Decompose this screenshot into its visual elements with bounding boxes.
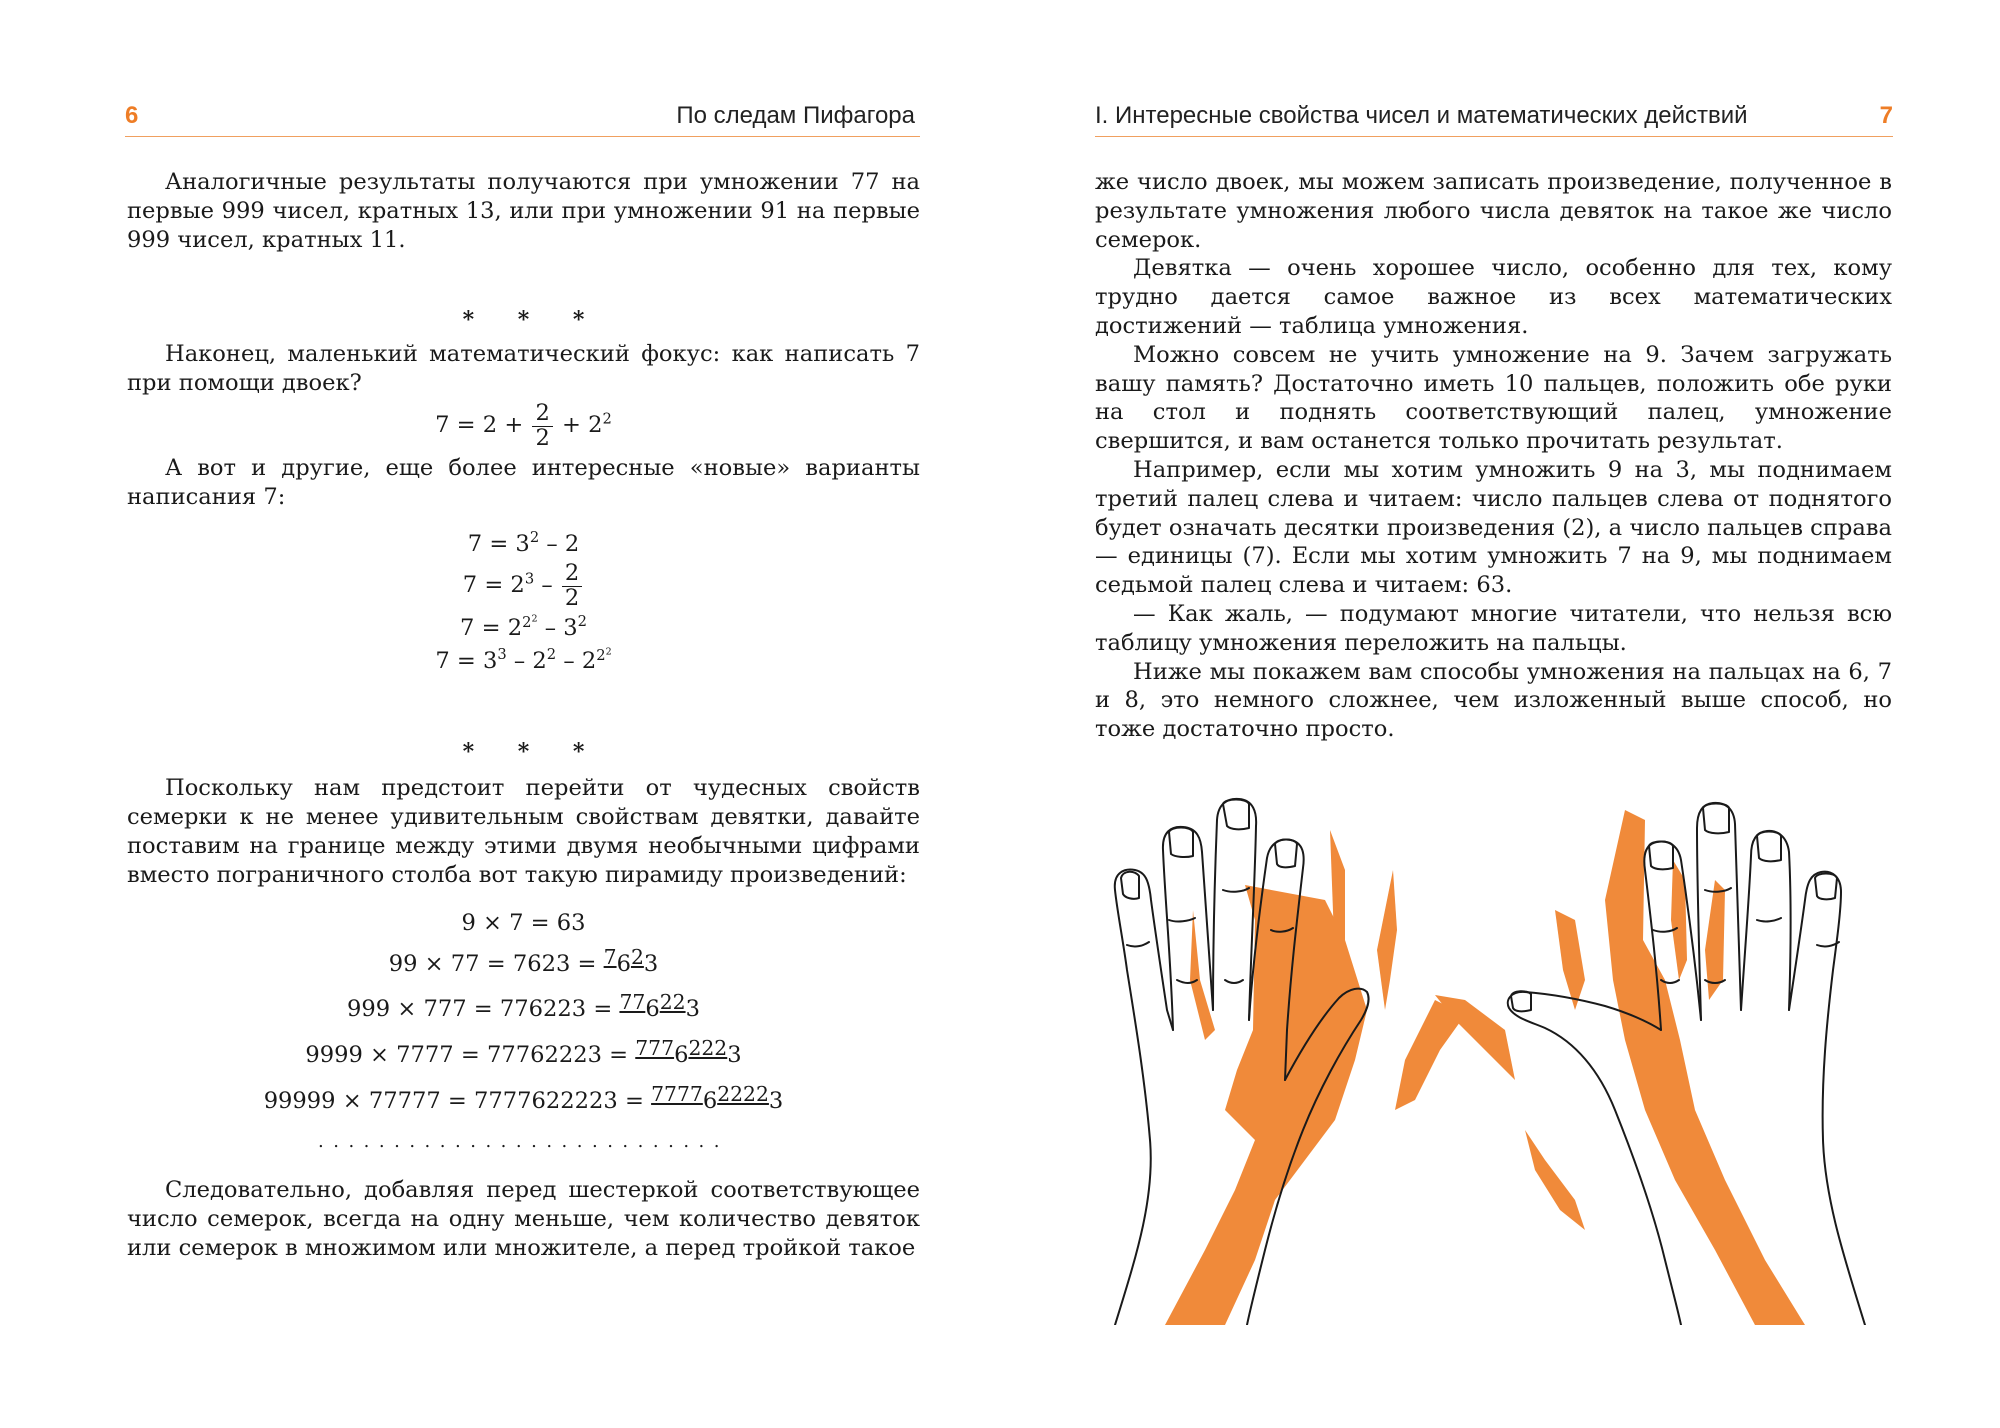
right-hand [1435,803,1865,1325]
right-column [1095,168,1892,744]
ellipsis-row: ........................... [318,1130,729,1152]
formula-7-d: $7 = 3^3 - 2^2 - 2^{2^2}$ [435,645,612,675]
paragraph: Наконец, маленький математический фокус: как написать 7 при помощи двоек? [127,341,920,397]
hands-illustration [1105,780,1885,1325]
pyramid-row-2: 99 × 77 = 7623 = 7623 [388,944,659,977]
running-title: I. Интересные свойства чисел и математических действий [1095,102,1748,129]
left-column [127,168,920,1263]
paragraph: А вот и другие, еще более интересные «новые» варианты написания 7: [127,455,920,511]
section-divider: * * * [462,739,603,766]
pyramid-row-5: 99999 × 77777 = 7777622223 = 7777622223 [263,1081,784,1114]
pyramid-row-3: 999 × 777 = 776223 = 776223 [347,989,700,1022]
paragraph: Поскольку нам предстоит перейти от чудесных свойств семерки к не менее удивительным свойствам девятки, давайте поставим на границе между этими двумя необычными цифрами вместо пограничного столба вот такую пирамиду произведений: [127,775,920,888]
section-divider: * * * [462,307,603,334]
pyramid-row-1: 9 × 7 = 63 [461,909,586,936]
formula-7-a: $7 = 3^2 - 2$ [467,529,580,558]
pyramid-row-4: 9999 × 7777 = 77762223 = 77762223 [305,1035,742,1068]
formula-7-b: $7 = 2^3$ – $\frac{2}{2}$ [127,562,920,610]
paragraph: Девятка — очень хорошее число, особенно для тех, кому трудно дается самое важное из всех математических достижений — таблица умножения. [1095,255,1892,339]
left-hand [1115,799,1465,1325]
paragraph: Например, если мы хотим умножить 9 на 3, мы поднимаем третий палец слева и читаем: число пальцев слева от поднятого будет означать десятки произведения (2), а число пальцев справа — единицы (7). Если мы хотим умножить 7 на 9, мы поднимаем седьмой палец слева и читаем: 63. [1095,456,1892,599]
paragraph: Аналогичные результаты получаются при умножении 77 на первые 999 чисел, кратных 13, или при умножении 91 на первые 999 чисел, кратных 11. [127,169,920,253]
formula-7-twos: 7 = 2 + $\frac{2}{2}$ + $2^2$ [435,399,612,451]
formula-7-c: $7 = 2^{2^2} - 3^2$ [460,612,587,642]
left-page-header [125,100,920,137]
paragraph: Ниже мы покажем вам способы умножения на пальцах на 6, 7 и 8, это немного сложнее, чем изложенный выше способ, но тоже достаточно просто. [1095,658,1892,743]
page-number: 7 [1879,102,1893,129]
paragraph: — Как жаль, — подумают многие читатели, что нельзя всю таблицу умножения переложить на пальцы. [1095,600,1892,656]
paragraph: Следовательно, добавляя перед шестеркой соответствующее число семерок, всегда на одну меньше, чем количество девяток или семерок в множимом или множителе, а перед тройкой такое [127,1177,920,1262]
right-page-header [1095,100,1893,137]
paragraph: же число двоек, мы можем записать произведение, полученное в результате умножения любого числа девяток на такое же число семерок. [1095,169,1892,253]
running-title: По следам Пифагора [676,102,915,129]
paragraph: Можно совсем не учить умножение на 9. Зачем загружать вашу память? Достаточно иметь 10 пальцев, положить обе руки на стол и поднять соответствующий палец, умножение свершится, и вам останется только прочитать результат. [1095,341,1892,455]
page-number: 6 [125,102,139,129]
fraction: $\frac{2}{2}$ [532,402,552,450]
fraction: $\frac{2}{2}$ [562,562,582,610]
